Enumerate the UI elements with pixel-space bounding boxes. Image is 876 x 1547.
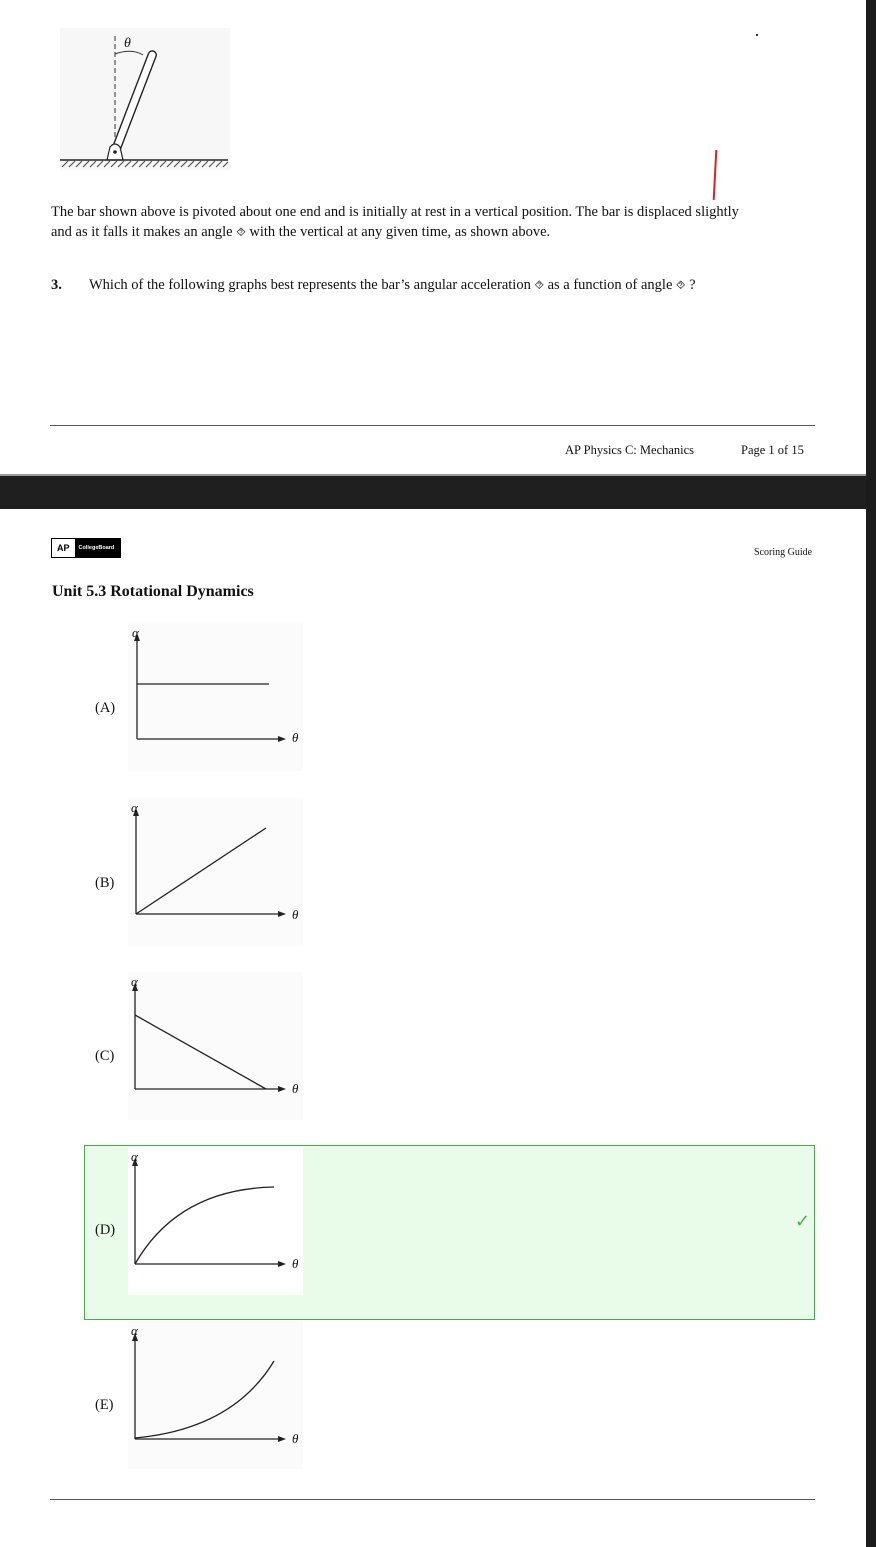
stray-dot bbox=[756, 34, 758, 36]
page-2-bottom-rule bbox=[50, 1499, 815, 1500]
page-1 bbox=[0, 0, 866, 474]
y-axis-label: α bbox=[132, 625, 139, 640]
graph-b bbox=[128, 798, 308, 928]
choice-e-label: (E) bbox=[95, 1397, 114, 1413]
x-axis-arrow bbox=[278, 1086, 286, 1092]
viewer-scrollbar-edge bbox=[866, 0, 876, 1547]
stem-line-2: and as it falls it makes an angle ⯑ with the vertical at any given time, as shown above. bbox=[51, 224, 551, 240]
choice-d-label: (D) bbox=[95, 1222, 116, 1238]
pendulum-figure bbox=[60, 28, 230, 170]
footer-page-number: Page 1 of 15 bbox=[741, 443, 804, 457]
page-gap bbox=[0, 474, 866, 509]
x-axis-label: θ bbox=[292, 1431, 299, 1446]
pivoted-bar-diagram bbox=[60, 28, 230, 170]
x-axis-arrow bbox=[278, 911, 286, 917]
x-axis-arrow bbox=[278, 736, 286, 742]
choice-a-label: (A) bbox=[95, 700, 116, 716]
scoring-guide-label: Scoring Guide bbox=[754, 547, 813, 558]
x-axis-label: θ bbox=[292, 730, 299, 745]
unknown-symbol-glyph: ⯑ bbox=[236, 225, 246, 239]
x-axis-label: θ bbox=[292, 1256, 299, 1271]
checkmark-icon: ✓ bbox=[795, 1211, 811, 1232]
footer-rule bbox=[50, 425, 815, 426]
x-axis-arrow bbox=[278, 1261, 286, 1267]
theta-label: θ bbox=[124, 36, 131, 51]
y-axis-label: α bbox=[131, 974, 138, 989]
graph-e bbox=[128, 1321, 308, 1451]
red-pen-annotation bbox=[713, 150, 718, 200]
unknown-symbol-glyph: ⯑ bbox=[534, 278, 544, 292]
choice-c-label: (C) bbox=[95, 1048, 115, 1064]
y-axis-label: α bbox=[131, 1149, 138, 1164]
unknown-symbol-glyph: ⯑ bbox=[676, 278, 686, 292]
y-axis-label: α bbox=[131, 800, 138, 815]
curve-concave-increasing bbox=[135, 1187, 274, 1264]
x-axis-label: θ bbox=[292, 1081, 299, 1096]
curve-linear-increasing bbox=[136, 828, 266, 914]
y-axis-label: α bbox=[131, 1323, 138, 1338]
graph-c bbox=[128, 972, 308, 1102]
curve-linear-decreasing bbox=[135, 1015, 266, 1089]
graph-d bbox=[128, 1147, 308, 1277]
bar bbox=[111, 50, 158, 156]
question-number: 3. bbox=[51, 277, 62, 293]
problem-stem bbox=[51, 202, 739, 242]
footer-course: AP Physics C: Mechanics bbox=[565, 443, 695, 457]
x-axis-arrow bbox=[278, 1436, 286, 1442]
graph-a bbox=[128, 623, 308, 753]
ap-collegeboard-logo: AP CollegeBoard bbox=[51, 538, 121, 558]
pivot-pin bbox=[113, 150, 117, 154]
choice-b-label: (B) bbox=[95, 875, 115, 891]
ground-hatching bbox=[62, 161, 228, 167]
stem-line-1: The bar shown above is pivoted about one end and is initially at rest in a vertical position. The bar is displaced slightly bbox=[51, 204, 739, 220]
unit-title: Unit 5.3 Rotational Dynamics bbox=[52, 583, 254, 600]
question-text: Which of the following graphs best represents the bar’s angular acceleration ⯑ as a function of angle ⯑ ? bbox=[89, 277, 696, 293]
x-axis-label: θ bbox=[292, 907, 299, 922]
curve-convex-increasing bbox=[135, 1361, 274, 1438]
